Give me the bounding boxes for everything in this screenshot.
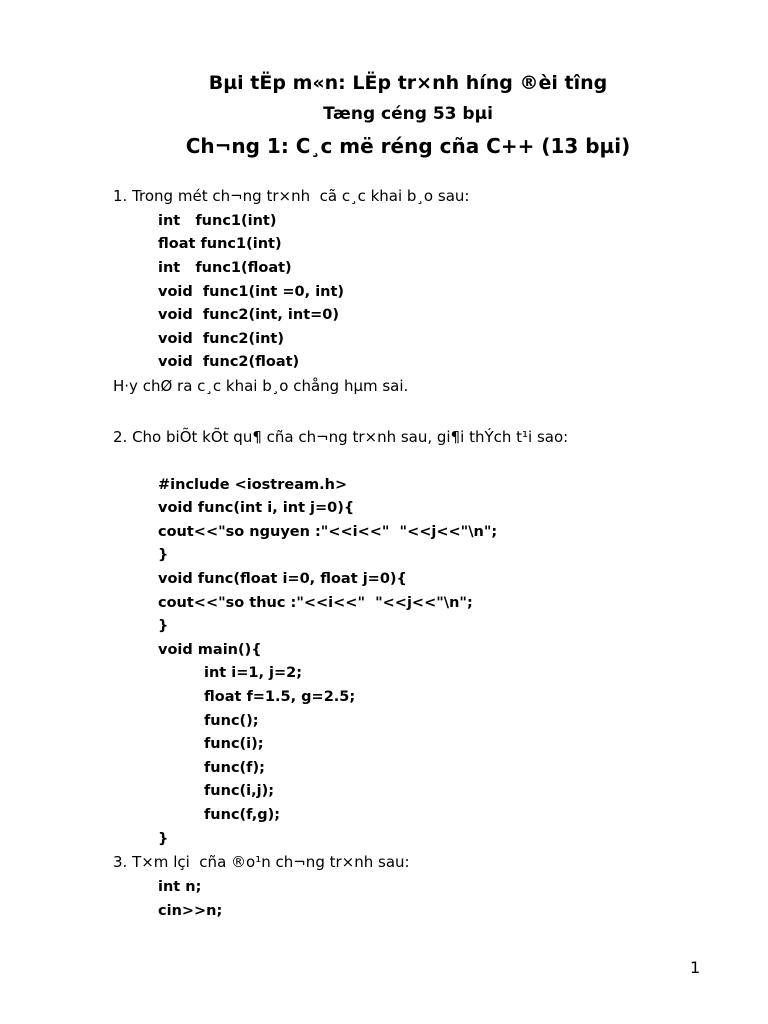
code-line: void func(float i=0, float j=0){ bbox=[158, 571, 407, 587]
question-1-prompt: 1. Trong mét ch¬ng tr×nh cã c¸c khai b¸o sau: bbox=[113, 187, 470, 205]
code-line: int i=1, j=2; bbox=[204, 665, 303, 681]
code-line: cout<<"so thuc :"<<i<<" "<<j<<"\n"; bbox=[158, 595, 473, 611]
code-line: func(); bbox=[204, 713, 259, 729]
code-line: float f=1.5, g=2.5; bbox=[204, 689, 356, 705]
chapter-heading: Ch¬ng 1: C¸c më réng cña C++ (13 bµi) bbox=[185, 134, 631, 158]
code-line: cout<<"so nguyen :"<<i<<" "<<j<<"\n"; bbox=[158, 524, 498, 540]
question-2-prompt: 2. Cho biÕt kÕt qu¶ cña ch¬ng tr×nh sau, gi¶i thÝch t¹i sao: bbox=[113, 428, 569, 446]
question-1-followup: H·y chØ ra c¸c khai b¸o chång hµm sai. bbox=[113, 377, 409, 395]
code-line: int n; bbox=[158, 879, 202, 895]
document-title: Bµi tËp m«n: LËp tr×nh híng ®èi tîng bbox=[208, 72, 608, 94]
code-line: func(f); bbox=[204, 760, 265, 776]
code-line: } bbox=[158, 547, 169, 563]
question-3-prompt: 3. T×m lçi cña ®o¹n ch¬ng tr×nh sau: bbox=[113, 853, 410, 871]
code-line: func(f,g); bbox=[204, 807, 281, 823]
code-line: #include <iostream.h> bbox=[158, 477, 348, 493]
code-line: cin>>n; bbox=[158, 903, 223, 919]
code-line: void main(){ bbox=[158, 642, 262, 658]
page-number: 1 bbox=[690, 958, 701, 977]
code-line: void func2(int) bbox=[158, 331, 284, 347]
document-subtitle: Tæng céng 53 bµi bbox=[323, 104, 493, 124]
code-line: void func1(int =0, int) bbox=[158, 284, 345, 300]
code-line: float func1(int) bbox=[158, 236, 282, 252]
code-line: int func1(int) bbox=[158, 213, 277, 229]
code-line: func(i); bbox=[204, 736, 264, 752]
code-line: void func2(int, int=0) bbox=[158, 307, 339, 323]
code-line: func(i,j); bbox=[204, 783, 275, 799]
code-line: } bbox=[158, 831, 169, 847]
code-line: int func1(float) bbox=[158, 260, 292, 276]
code-line: void func2(float) bbox=[158, 354, 300, 370]
code-line: } bbox=[158, 618, 169, 634]
code-line: void func(int i, int j=0){ bbox=[158, 500, 355, 516]
